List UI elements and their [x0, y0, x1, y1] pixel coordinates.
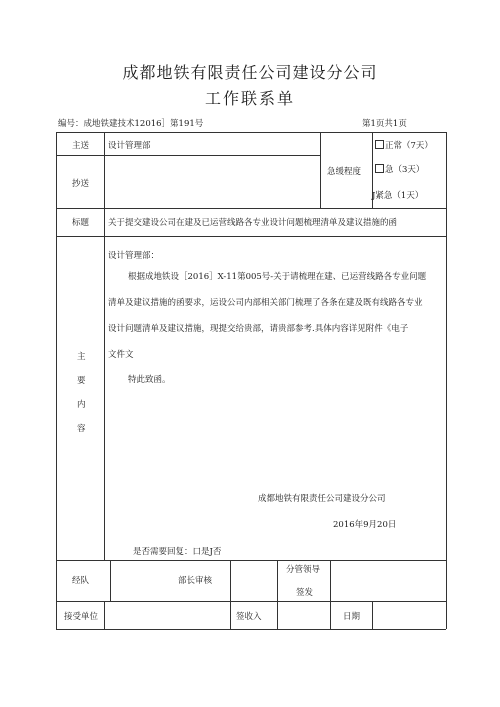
content-label-char: 内: [77, 400, 86, 410]
company-title: 成都地铁有限责任公司建设分公司: [122, 63, 378, 82]
approval-divider: [330, 560, 331, 601]
reply-needed[interactable]: 是否需要回复：口是J否: [133, 547, 222, 557]
row-divider: [56, 601, 446, 602]
body-line: 清单及建议措施的函要求，运设公司内部相关部门梳理了各条在建及既有线路各专业: [108, 298, 423, 308]
checkbox-icon: [375, 164, 384, 173]
main-send-value: 设计管理部: [108, 141, 151, 151]
receipt-divider: [372, 601, 373, 629]
document-number: 编号：成地铁建技术12016］第191号: [58, 119, 204, 129]
subject-label: 标题: [72, 218, 90, 228]
body-line: 文件文: [108, 350, 134, 360]
dept-head-label: 部长审核: [178, 576, 213, 586]
urgency-option-very-urgent[interactable]: J紧急（1天）: [372, 191, 424, 201]
table-border-left: [56, 132, 57, 629]
leader-sign-label: 签发: [296, 588, 314, 598]
page-info: 第1页共1页: [362, 119, 407, 129]
handler-label: 经队: [72, 576, 90, 586]
content-label-char: 要: [77, 376, 86, 386]
body-line: 根据成地铁设［2016］X-11第005号-关于请梳理在建、已运营线路各专业问题: [128, 272, 427, 282]
urgency-option-urgent[interactable]: 急（3天）: [375, 163, 424, 175]
receipt-divider: [277, 601, 278, 629]
subject-value: 关于提交建设公司在建及已运营线路各专业设计问题梳理清单及建议措施的函: [108, 218, 398, 228]
checkbox-icon: [375, 140, 384, 149]
row-divider: [56, 560, 446, 561]
receipt-divider: [230, 601, 231, 629]
row-divider: [56, 236, 446, 237]
content-label-char: 主: [77, 352, 86, 362]
urgency-option-normal[interactable]: 正常（7天）: [375, 139, 433, 151]
document-title: 工作联系单: [204, 89, 295, 108]
body-line: 设计问题清单及建议措施，现提交给贵部，请贵部参考.具体内容详见附件《电子: [108, 324, 409, 334]
content-label-char: 容: [77, 424, 86, 434]
table-border-bottom: [56, 629, 446, 630]
receiver-label: 接受单位: [64, 612, 99, 622]
approval-divider: [277, 560, 278, 601]
signature-date: 2016年9月20日: [333, 520, 397, 530]
receipt-divider: [330, 601, 331, 629]
salutation: 设计管理部：: [108, 251, 160, 261]
table-border-top: [56, 132, 446, 133]
urgency-label: 急缓程度: [327, 167, 362, 177]
approval-divider: [110, 560, 111, 601]
checked-mark: J: [372, 191, 376, 201]
approval-divider: [230, 560, 231, 601]
label-column-divider: [104, 132, 105, 560]
row-divider: [56, 208, 446, 209]
row-divider: [56, 155, 320, 156]
signer-label: 签收入: [236, 612, 262, 622]
leader-label: 分管领导: [286, 565, 321, 575]
urgency-divider: [320, 132, 321, 208]
signature-company: 成都地铁有限责任公司建设分公司: [258, 494, 386, 504]
date-label: 日期: [343, 612, 361, 622]
closing-text: 特此致函。: [128, 375, 171, 385]
main-send-label: 主送: [72, 141, 90, 151]
table-border-right: [446, 132, 447, 629]
cc-label: 抄送: [72, 179, 90, 189]
receipt-divider: [104, 601, 105, 629]
